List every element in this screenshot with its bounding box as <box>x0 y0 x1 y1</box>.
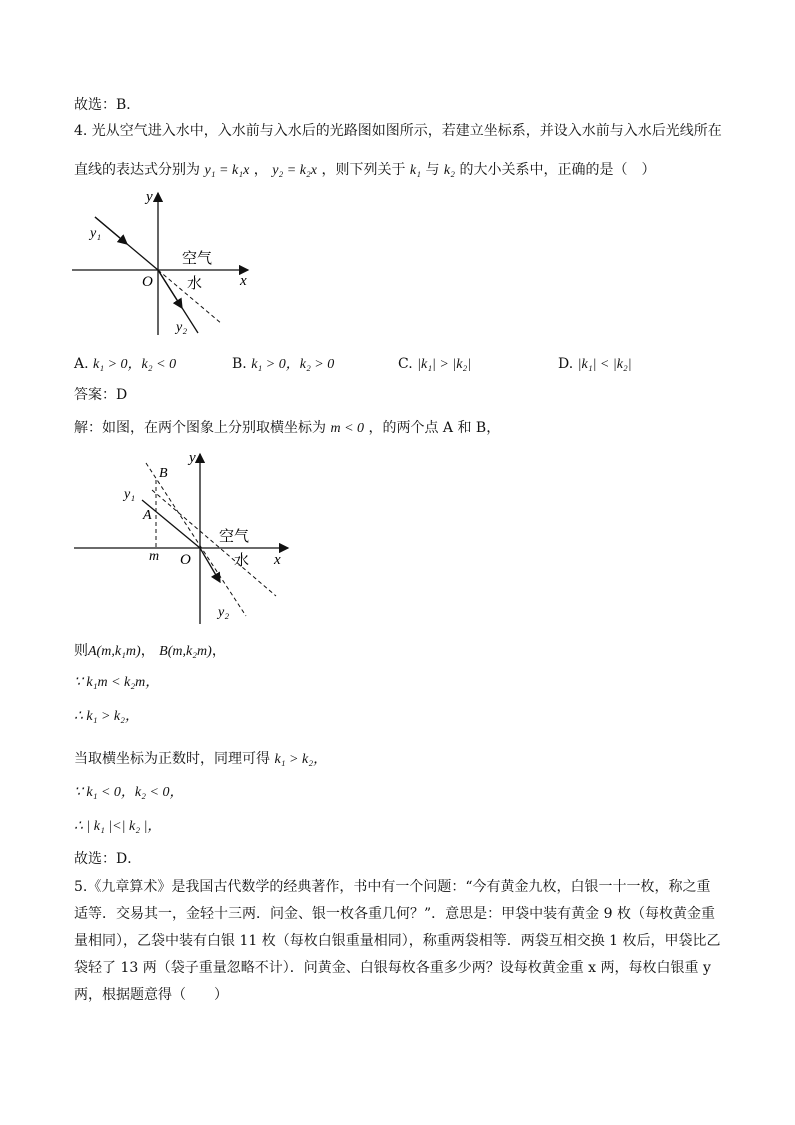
question-5-line-4: 袋轻了 13 两（袋子重量忽略不计）．问黄金、白银每枚各重多少两？设每枚黄金重 x 两，每枚白银重 y <box>74 960 711 976</box>
option-c-text: |k₁| > |k₂| <box>417 357 472 372</box>
solution-text-a: 解：如图，在两个图象上分别取横坐标为 <box>74 420 326 436</box>
option-d[interactable] <box>558 354 632 375</box>
y2-label: y₂ <box>176 320 188 335</box>
y1-label: y₁ <box>124 487 136 502</box>
option-a-text: k₁ > 0，k₂ < 0 <box>93 357 177 372</box>
refracted-arrow <box>158 270 182 308</box>
question-5-line-2: 适等．交易其一，金轻十三两．问金、银一枚各重几何？”．意思是：甲袋中装有黄金 9 枚（每枚黄金重 <box>74 906 715 922</box>
question-5-line-3: 量相同），乙袋中装有白银 11 枚（每枚白银重量相同），称重两袋相等．两袋互相交换 1 枚后，甲袋比乙 <box>74 933 721 949</box>
m-less-than-zero: m < 0 <box>330 421 365 436</box>
solution-figure <box>66 448 296 628</box>
option-b[interactable] <box>232 354 334 375</box>
air-label: 空气 <box>182 251 213 267</box>
question-4-line-2 <box>74 160 655 181</box>
y1-dashed-line <box>152 490 276 596</box>
answer-line: 答案：D <box>74 387 128 403</box>
because-step-2: ∵ k₁ < 0，k₂ < 0， <box>74 785 184 800</box>
y-axis-label: y <box>189 450 196 466</box>
question-4-line-1: 4. 光从空气进入水中，入水前与入水后的光路图如图所示，若建立坐标系，并设入水前与入水后光线所在 <box>74 123 722 139</box>
origin-label: O <box>142 274 153 290</box>
positive-text: 当取横坐标为正数时，同理可得 <box>74 751 270 767</box>
positive-result: k₁ > k₂， <box>274 752 328 767</box>
y2-label: y₂ <box>218 605 230 620</box>
y2-expression: y₂ = k₂x <box>272 163 318 178</box>
option-a[interactable] <box>74 354 176 375</box>
option-c[interactable] <box>398 354 471 375</box>
coord-sep: ， <box>140 643 155 659</box>
option-d-text: |k₁| < |k₂| <box>577 357 632 372</box>
positive-case-line <box>74 749 327 770</box>
solution-line <box>74 418 500 439</box>
water-label: 水 <box>187 276 203 292</box>
x-axis-label: x <box>274 552 281 568</box>
k1-symbol: k₁ <box>409 163 422 178</box>
option-d-letter: D. <box>558 356 574 372</box>
question-4-and: 与 <box>425 162 440 178</box>
m-label: m <box>149 549 160 564</box>
option-b-letter: B. <box>232 356 247 372</box>
y1-label: y₁ <box>90 226 102 241</box>
question-5-line-5: 两，根据题意得（ ） <box>74 987 228 1003</box>
then-word: 则 <box>74 643 88 659</box>
question-4-text-a: 直线的表达式分别为 <box>74 162 200 178</box>
air-label: 空气 <box>219 529 250 545</box>
solution-text-b: ，的两个点 A 和 B， <box>368 420 501 436</box>
coord-end: ， <box>211 643 226 659</box>
therefore-step-1: ∴ k₁ > k₂， <box>74 709 140 724</box>
point-b-label: B <box>159 466 168 481</box>
origin-label: O <box>180 552 191 568</box>
final-answer: 故选：D． <box>74 851 142 867</box>
question-5-line-1: 5.《九章算术》是我国古代数学的经典著作，书中有一个问题：“今有黄金九枚，白银一十一枚，称之重 <box>74 879 711 895</box>
question-4-text-c: 的大小关系中，正确的是（ ） <box>459 162 656 178</box>
y1-expression: y₁ = k₁x <box>204 163 250 178</box>
k2-symbol: k₂ <box>443 163 456 178</box>
option-b-text: k₁ > 0，k₂ > 0 <box>251 357 335 372</box>
option-a-letter: A. <box>74 356 89 372</box>
coordinates-line <box>74 641 226 662</box>
x-axis-label: x <box>240 273 247 289</box>
option-c-letter: C. <box>398 356 413 372</box>
previous-answer: 故选：B． <box>74 97 141 113</box>
coord-a: A(m,k₁m) <box>88 644 141 659</box>
coord-b: B(m,k₂m) <box>159 644 212 659</box>
light-path-figure <box>60 185 260 345</box>
because-step-1: ∵ k₁m < k₂m， <box>74 675 160 690</box>
point-a-label: A <box>143 508 152 523</box>
question-4-text-b: ，则下列关于 <box>321 162 406 178</box>
y-axis-label: y <box>146 189 153 205</box>
water-label: 水 <box>234 553 250 569</box>
therefore-step-2: ∴ | k₁ |<| k₂ |， <box>74 819 162 834</box>
refracted-arrow <box>200 548 220 582</box>
separator: ， <box>253 162 268 178</box>
